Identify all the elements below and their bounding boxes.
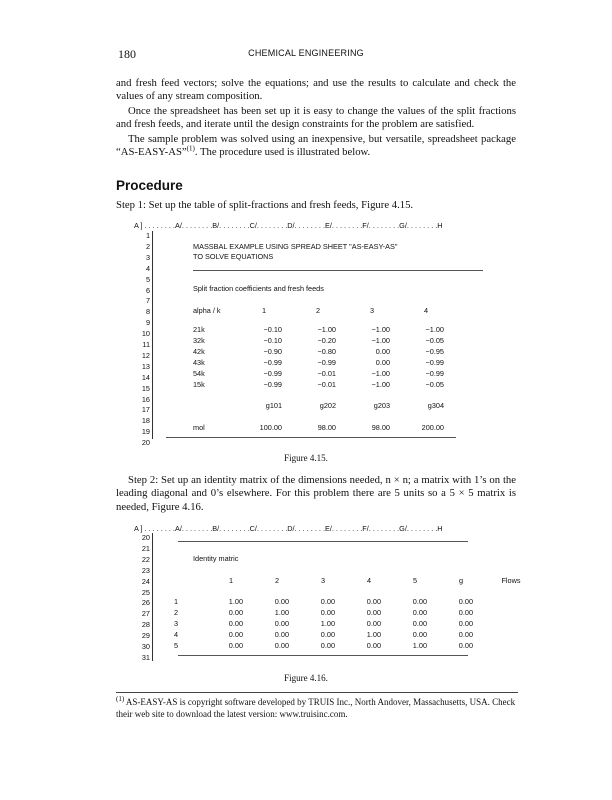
- row-number: 1: [145, 231, 150, 240]
- column-header: 3: [369, 306, 375, 315]
- matrix-value: 0.00: [320, 640, 335, 650]
- table-top-rule: [178, 541, 468, 542]
- column-header: 5: [412, 576, 418, 585]
- coefficient-value: −0.90: [263, 346, 282, 356]
- row-number: 20: [141, 533, 150, 542]
- coefficient-value: −1.00: [371, 325, 390, 334]
- paragraph-iterate: Once the spreadsheet has been set up it is easy to change the values of the split fractions and fresh feeds, and iterate until the design constraints for the problem are satisfied.: [116, 105, 516, 131]
- matrix-value: 0.00: [412, 629, 427, 639]
- figure-caption-4-15: Figure 4.15.: [284, 453, 328, 463]
- row-label: 15k: [193, 379, 205, 389]
- column-header: 2: [315, 306, 321, 315]
- row-label: 5: [173, 640, 179, 650]
- paragraph-software-text: The sample problem was solved using an inexpensive, but versatile, spreadsheet package “AS-EASY-AS”: [116, 133, 516, 159]
- column-header: 2: [274, 576, 280, 585]
- header-label: alpha / k: [193, 306, 221, 315]
- matrix-value: 0.00: [228, 629, 243, 639]
- mol-value: 98.00: [371, 423, 390, 432]
- row-label: 43k: [193, 357, 205, 367]
- matrix-value: 0.00: [228, 618, 243, 628]
- row-number: 14: [141, 372, 150, 382]
- sheet-subtitle: Split fraction coefficients and fresh feeds: [193, 284, 324, 293]
- matrix-value: 0.00: [366, 640, 381, 650]
- matrix-value: 0.00: [412, 597, 427, 606]
- row-number: 31: [141, 652, 150, 662]
- g-label: g203: [373, 401, 390, 410]
- row-number: 7: [145, 296, 150, 306]
- matrix-value: 0.00: [458, 607, 473, 617]
- mol-label: mol: [193, 423, 205, 432]
- footnote-marker: (1): [116, 695, 125, 703]
- row-number: 29: [141, 631, 150, 641]
- coefficient-value: −0.99: [425, 368, 444, 378]
- coefficient-value: −0.01: [317, 368, 336, 378]
- row-number: 8: [145, 307, 150, 317]
- column-header: g: [458, 576, 464, 585]
- row-number: 26: [141, 598, 150, 608]
- column-header: 3: [320, 576, 326, 585]
- matrix-value: 0.00: [274, 597, 289, 606]
- page-number: 180: [118, 47, 136, 61]
- g-label: g101: [265, 401, 282, 410]
- matrix-value: 0.00: [366, 597, 381, 606]
- row-number: 20: [141, 438, 150, 448]
- column-header: 4: [366, 576, 372, 585]
- matrix-value: 0.00: [458, 629, 473, 639]
- sheet-title-line1: MASSBAL EXAMPLE USING SPREAD SHEET "AS-EASY-AS": [193, 242, 398, 251]
- matrix-value: 0.00: [366, 618, 381, 628]
- row-number: 9: [145, 318, 150, 328]
- row-number: 6: [145, 285, 150, 295]
- column-header: 1: [261, 306, 267, 315]
- paragraph-intro: and fresh feed vectors; solve the equations; and use the results to calculate and check the values of any stream composition.: [116, 77, 516, 103]
- row-number: 30: [141, 642, 150, 651]
- coefficient-value: 0.00: [375, 346, 390, 356]
- coefficient-value: −1.00: [317, 325, 336, 334]
- row-number: 19: [141, 427, 150, 437]
- coefficient-value: −1.00: [371, 335, 390, 345]
- row-number: 28: [141, 620, 150, 630]
- coefficient-value: −1.00: [371, 368, 390, 378]
- row-number: 25: [141, 587, 150, 597]
- matrix-value: 0.00: [412, 607, 427, 617]
- row-label: 42k: [193, 346, 205, 356]
- step-2-text: Step 2: Set up an identity matrix of the dimensions needed, n × n; a matrix with 1’s on the leading diagonal and 0’s elsewhere. For this problem there are 5 units so a 5 × 5 matrix is needed, Figure 4.16.: [116, 474, 516, 513]
- mol-value: 200.00: [421, 423, 444, 432]
- row-number: 27: [141, 609, 150, 619]
- matrix-value: 1.00: [274, 607, 289, 617]
- running-title: CHEMICAL ENGINEERING: [248, 48, 364, 58]
- column-ruler: A ] . . . . . . . .A/. . . . . . . .B/. . . . . . . .C/. . . . . . . .D/. . . . . . . .E/. . . . . . . .F/. . . . . . . .G/. . . . . . . .H: [134, 221, 443, 230]
- coefficient-value: −0.99: [317, 357, 336, 367]
- matrix-value: 1.00: [228, 597, 243, 606]
- column-header: 4: [423, 306, 429, 315]
- matrix-value: 0.00: [458, 618, 473, 628]
- row-number: 24: [141, 576, 150, 586]
- g-label: g304: [427, 401, 444, 410]
- coefficient-value: −0.05: [425, 379, 444, 389]
- column-ruler: A ] . . . . . . . .A/. . . . . . . .B/. . . . . . . .C/. . . . . . . .D/. . . . . . . .E/. . . . . . . .F/. . . . . . . .G/. . . . . . . .H: [134, 524, 443, 533]
- coefficient-value: −0.95: [425, 346, 444, 356]
- matrix-value: 0.00: [320, 629, 335, 639]
- matrix-value: 0.00: [320, 597, 335, 606]
- coefficient-value: −0.99: [263, 368, 282, 378]
- row-number: 23: [141, 565, 150, 575]
- row-number: 3: [145, 252, 150, 262]
- row-number: 17: [141, 405, 150, 415]
- coefficient-value: −0.80: [317, 346, 336, 356]
- figure-caption-4-16: Figure 4.16.: [284, 673, 328, 683]
- table-bottom-rule: [178, 655, 468, 656]
- matrix-value: 0.00: [274, 618, 289, 628]
- row-number: 21: [141, 543, 150, 553]
- sheet-title-line2: TO SOLVE EQUATIONS: [193, 252, 274, 261]
- row-label: 2: [173, 607, 179, 617]
- row-number: 16: [141, 394, 150, 404]
- coefficient-value: −0.99: [425, 357, 444, 367]
- row-number: 15: [141, 383, 150, 393]
- matrix-value: 0.00: [274, 640, 289, 650]
- footnote: [116, 697, 526, 720]
- matrix-value: 0.00: [228, 607, 243, 617]
- row-label: 1: [173, 597, 179, 606]
- step-1-text: Step 1: Set up the table of split-fractions and fresh feeds, Figure 4.15.: [116, 199, 414, 211]
- column-header: Flows: [501, 576, 521, 585]
- footnote-rule: [116, 692, 518, 693]
- row-label: 3: [173, 618, 179, 628]
- g-label: g202: [319, 401, 336, 410]
- coefficient-value: −1.00: [425, 325, 444, 334]
- coefficient-value: −1.00: [371, 379, 390, 389]
- row-number: 12: [141, 350, 150, 360]
- matrix-value: 0.00: [228, 640, 243, 650]
- matrix-value: 0.00: [458, 597, 473, 606]
- matrix-value: 0.00: [458, 640, 473, 650]
- row-number: 2: [145, 241, 150, 251]
- coefficient-value: −0.99: [263, 357, 282, 367]
- coefficient-value: −0.10: [263, 325, 282, 334]
- row-number-divider: [152, 533, 153, 661]
- row-label: 4: [173, 629, 179, 639]
- coefficient-value: −0.01: [317, 379, 336, 389]
- row-number: 13: [141, 361, 150, 371]
- identity-title: Identity matric: [193, 554, 239, 563]
- row-label: 54k: [193, 368, 205, 378]
- footnote-text: AS-EASY-AS is copyright software developed by TRUIS Inc., North Andover, Massachusetts, USA. Check their web site to download the latest version: www.truisinc.com.: [116, 697, 516, 719]
- row-number: 22: [141, 554, 150, 564]
- matrix-value: 0.00: [274, 629, 289, 639]
- matrix-value: 0.00: [366, 607, 381, 617]
- mol-value: 100.00: [259, 423, 282, 432]
- row-number: 10: [141, 329, 150, 339]
- paragraph-software-tail: . The procedure used is illustrated below.: [194, 146, 371, 159]
- matrix-value: 1.00: [366, 629, 381, 639]
- row-number: 18: [141, 416, 150, 426]
- row-number: 11: [142, 340, 150, 349]
- coefficient-value: −0.99: [263, 379, 282, 389]
- column-header: 1: [228, 576, 234, 585]
- row-label: 21k: [193, 325, 205, 334]
- matrix-value: 0.00: [320, 607, 335, 617]
- matrix-value: 1.00: [320, 618, 335, 628]
- row-number: 4: [145, 263, 150, 273]
- row-number: 5: [145, 274, 150, 284]
- row-label: 32k: [193, 335, 205, 345]
- coefficient-value: −0.05: [425, 335, 444, 345]
- mol-value: 98.00: [317, 423, 336, 432]
- coefficient-value: −0.20: [317, 335, 336, 345]
- procedure-heading: Procedure: [116, 178, 183, 193]
- matrix-value: 0.00: [412, 618, 427, 628]
- coefficient-value: 0.00: [375, 357, 390, 367]
- coefficient-value: −0.10: [263, 335, 282, 345]
- footnote-ref: (1): [186, 144, 195, 153]
- matrix-value: 1.00: [412, 640, 427, 650]
